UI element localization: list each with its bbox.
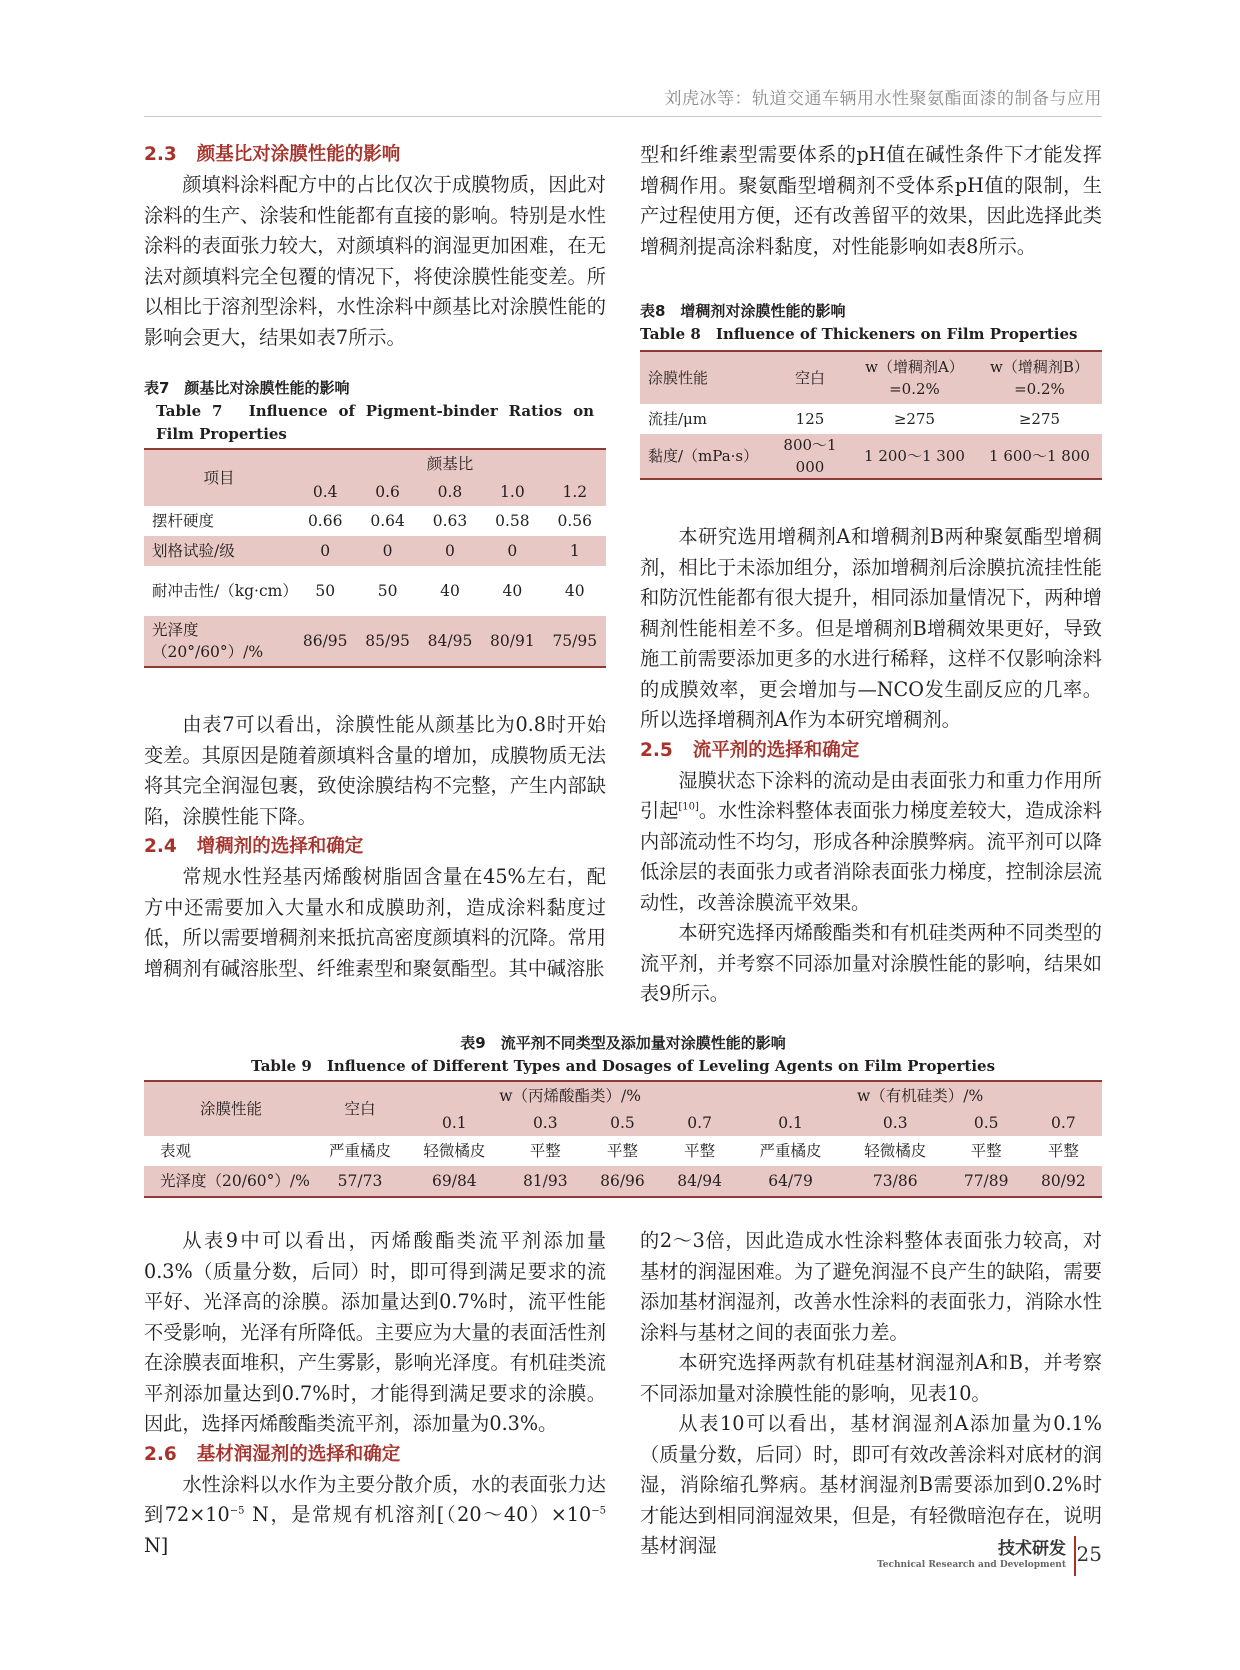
text: 。水性涂料整体表面张力梯度差较大，造成涂料内部流动性不均匀，形成各种涂膜弊病。流平剂可以降低涂层的表面张力或者消除表面张力梯度，控制涂层流动性，改善涂膜流平效果。 — [640, 799, 1103, 914]
row-label: 划格试验/级 — [144, 536, 294, 566]
table8-header: w（增稠剂A）=0.2% — [852, 351, 977, 404]
row-label: 黏度/（mPa·s） — [640, 434, 768, 479]
dose: 0.5 — [948, 1110, 1025, 1136]
row-label: 耐冲击性/（kg·cm） — [152, 582, 298, 600]
table7-caption-zh: 表7 颜基比对涂膜性能的影响 — [144, 379, 350, 397]
cell: 1 200～1 300 — [852, 434, 977, 479]
dose: 0.7 — [1025, 1110, 1102, 1136]
table-row — [144, 616, 606, 667]
paragraph: 常规水性羟基丙烯酸树脂固含量在45%左右，配方中还需要加入大量水和成膜助剂，造成涂料黏度过低，所以需要增稠剂来抵抗高密度颜填料的沉降。常用增稠剂有碱溶胀型、纤维素型和聚氨酯型。其中碱溶胀 — [144, 865, 606, 980]
left-column — [144, 140, 606, 984]
cell: 轻微橘皮 — [423, 1142, 486, 1160]
table8-caption-en: Table 8 Influence of Thickeners on Film Properties — [640, 325, 1078, 343]
row-label: 光泽度（20°/60°）/% — [144, 616, 294, 667]
text: 水性涂料以水作为主要分散介质，水的表面张力达到72×10 — [144, 1472, 606, 1526]
cell: 40 — [564, 582, 585, 600]
page-number: 25 — [1076, 1542, 1102, 1566]
running-header — [144, 84, 1102, 117]
text: 湿膜状态下涂料的流动是由表面张力和重力作用所引起 — [640, 768, 1102, 822]
exponent: −5 — [591, 1505, 606, 1517]
table-row — [144, 1166, 1102, 1197]
right-column — [640, 140, 1102, 1010]
table9-prop-header: 涂膜性能 — [144, 1081, 318, 1136]
cell: 57/73 — [318, 1166, 402, 1197]
cell: 0 — [481, 536, 543, 566]
cell: 40 — [440, 582, 460, 600]
table-row — [640, 434, 1102, 479]
cell: 轻微橘皮 — [864, 1142, 927, 1160]
table8-header: 涂膜性能 — [640, 351, 768, 404]
paragraph: 的2～3倍，因此造成水性涂料整体表面张力较高，对基材的润湿困难。为了避免润湿不良产生的缺陷，需要添加基材润湿剂，改善水性涂料的表面张力，消除水性涂料与基材之间的表面张力差。 — [640, 1229, 1102, 1344]
cell: 0.63 — [432, 512, 468, 530]
cell: 平整 — [529, 1142, 561, 1160]
table9-block — [144, 1032, 1102, 1198]
cell: 0.66 — [307, 512, 343, 530]
table7-ratio: 1.2 — [544, 478, 606, 506]
cell: 1 — [544, 536, 606, 566]
running-header-title: 刘虎冰等：轨道交通车辆用水性聚氨酯面漆的制备与应用 — [664, 89, 1102, 109]
cell: 严重橘皮 — [328, 1142, 391, 1160]
table9-blank-header: 空白 — [318, 1081, 402, 1136]
paragraph: 颜填料涂料配方中的占比仅次于成膜物质，因此对涂料的生产、涂装和性能都有直接的影响。特别是水性涂料的表面张力较大，对颜填料的润湿更加困难，在无法对颜填料完全包覆的情况下，将使涂膜性能变差。所以相比于溶剂型涂料，水性涂料中颜基比对涂膜性能的影响会更大，结果如表7所示。 — [144, 173, 606, 349]
table8-header: 空白 — [768, 351, 852, 404]
paragraph: 本研究选择丙烯酸酯类和有机硅类两种不同类型的流平剂，并考察不同添加量对涂膜性能的影响，结果如表9所示。 — [640, 921, 1102, 1005]
section-title: 颜基比对涂膜性能的影响 — [196, 144, 401, 165]
paragraph: 型和纤维素型需要体系的pH值在碱性条件下才能发挥增稠作用。聚氨酯型增稠剂不受体系pH值的限制，生产过程使用方便，还有改善留平的效果，因此选择此类增稠剂提高涂料黏度，对性能影响如表8所示。 — [640, 143, 1102, 258]
table9 — [144, 1080, 1102, 1198]
exponent: −5 — [229, 1505, 245, 1517]
cell: 125 — [795, 410, 825, 428]
cell: 73/86 — [843, 1166, 948, 1197]
cell: 0.64 — [370, 512, 405, 530]
footer-column-name: 技术研发 — [998, 1539, 1066, 1559]
bottom-left-column — [144, 1226, 606, 1561]
table7-ratio: 0.6 — [356, 478, 418, 506]
section-number: 2.4 — [144, 836, 177, 857]
cell: 86/96 — [584, 1166, 661, 1197]
cell: 1 600～1 800 — [977, 434, 1102, 479]
cell: 50 — [377, 582, 398, 600]
dose: 0.5 — [584, 1110, 661, 1136]
section-number: 2.5 — [640, 739, 673, 761]
cell: ≥275 — [893, 410, 936, 428]
cell: 平整 — [684, 1142, 716, 1160]
cell: 800～1 000 — [768, 434, 852, 479]
cell: 86/95 — [294, 616, 356, 667]
cell: 0 — [294, 536, 356, 566]
section-number: 2.3 — [144, 144, 177, 165]
table7 — [144, 448, 606, 668]
cell: 严重橘皮 — [759, 1142, 822, 1160]
paragraph — [144, 1470, 606, 1562]
cell: 84/94 — [661, 1166, 738, 1197]
table9-caption-en: Table 9 Influence of Different Types and Dosages of Leveling Agents on Film Properties — [250, 1057, 996, 1075]
dose: 0.7 — [661, 1110, 738, 1136]
citation: [10] — [678, 801, 699, 813]
footer-column-name-en: Technical Research and Development — [877, 1560, 1066, 1570]
text: N，是常规有机溶剂[（20～40）×10 — [244, 1503, 592, 1526]
table7-ratio: 1.0 — [481, 478, 543, 506]
table-row — [144, 506, 606, 536]
paragraph: 由表7可以看出，涂膜性能从颜基比为0.8时开始变差。其原因是随着颜填料含量的增加，成膜物质无法将其完全润湿包裹，致使涂膜结构不完整，产生内部缺陷，涂膜性能下降。 — [144, 713, 606, 828]
table9-group2-header: w（有机硅类）/% — [738, 1081, 1102, 1110]
cell: 0.56 — [557, 512, 593, 530]
cell: 平整 — [970, 1142, 1002, 1160]
cell: 40 — [502, 582, 523, 600]
paragraph: 本研究选择两款有机硅基材润湿剂A和B，并考察不同添加量对涂膜性能的影响，见表10。 — [640, 1351, 1102, 1405]
cell: 75/95 — [544, 616, 606, 667]
cell: 64/79 — [738, 1166, 843, 1197]
table7-ratio: 0.4 — [294, 478, 356, 506]
table-row — [144, 1136, 1102, 1166]
section-2-6-heading — [144, 1440, 606, 1470]
cell: 0 — [356, 536, 418, 566]
cell: 80/92 — [1025, 1166, 1102, 1197]
cell: 80/91 — [481, 616, 543, 667]
section-title: 增稠剂的选择和确定 — [196, 836, 364, 857]
table-row — [640, 404, 1102, 434]
table-row — [144, 566, 606, 616]
section-title: 基材润湿剂的选择和确定 — [196, 1443, 401, 1465]
section-2-4-heading — [144, 832, 606, 862]
cell: 平整 — [1047, 1142, 1079, 1160]
cell: 0 — [419, 536, 481, 566]
cell: ≥275 — [1018, 410, 1061, 428]
table8-caption-zh: 表8 增稠剂对涂膜性能的影响 — [640, 302, 846, 320]
table9-caption-zh: 表9 流平剂不同类型及添加量对涂膜性能的影响 — [460, 1034, 786, 1052]
paragraph — [640, 766, 1102, 919]
paragraph: 从表9中可以看出，丙烯酸酯类流平剂添加量0.3%（质量分数，后同）时，即可得到满足要求的流平好、光泽高的涂膜。添加量达到0.7%时，流平性能不受影响，光泽有所降低。主要应为大量的表面活性剂在涂膜表面堆积，产生雾影，影响光泽度。有机硅类流平剂添加量达到0.7%时，才能得到满足要求的涂膜。因此，选择丙烯酸酯类流平剂，添加量为0.3%。 — [144, 1229, 606, 1435]
row-label: 表观 — [160, 1142, 192, 1160]
row-label: 摆杆硬度 — [152, 512, 215, 530]
row-label: 流挂/μm — [648, 410, 708, 428]
dose: 0.1 — [402, 1110, 507, 1136]
dose: 0.3 — [507, 1110, 584, 1136]
paragraph: 本研究选用增稠剂A和增稠剂B两种聚氨酯型增稠剂，相比于未添加组分，添加增稠剂后涂膜抗流挂性能和防沉性能都有很大提升，相同添加量情况下，两种增稠剂性能相差不多。但是增稠剂B增稠效果更好，导致施工前需要添加更多的水进行稀释，这样不仅影响涂料的成膜效率，更会增加与—NCO发生副反应的几率。所以选择增稠剂A作为本研究增稠剂。 — [640, 525, 1102, 731]
bottom-right-column — [640, 1226, 1102, 1562]
table7-group-header: 颜基比 — [294, 449, 606, 478]
section-2-3-heading — [144, 140, 606, 170]
table7-ratio: 0.8 — [419, 478, 481, 506]
cell: 平整 — [606, 1142, 638, 1160]
table7-item-header: 项目 — [144, 449, 294, 506]
cell: 69/84 — [402, 1166, 507, 1197]
table7-caption-en: Table 7 Influence of Pigment-binder Ratios on Film Properties — [156, 402, 594, 443]
section-title: 流平剂的选择和确定 — [692, 739, 860, 761]
text: N] — [144, 1533, 169, 1557]
dose: 0.1 — [738, 1110, 843, 1136]
dose: 0.3 — [843, 1110, 948, 1136]
cell: 0.58 — [495, 512, 530, 530]
section-number: 2.6 — [144, 1443, 177, 1465]
section-2-5-heading — [640, 736, 1102, 766]
paragraph: 从表10可以看出，基材润湿剂A添加量为0.1%（质量分数，后同）时，即可有效改善涂料对底材的润湿，消除缩孔弊病。基材润湿剂B需要添加到0.2%时才能达到相同润湿效果，但是，有轻微暗泡存在，说明基材润湿 — [640, 1412, 1102, 1557]
cell: 81/93 — [507, 1166, 584, 1197]
table8 — [640, 350, 1102, 480]
cell: 77/89 — [948, 1166, 1025, 1197]
table-row — [144, 536, 606, 566]
table9-group1-header: w（丙烯酸酯类）/% — [402, 1081, 738, 1110]
cell: 50 — [315, 582, 336, 600]
cell: 85/95 — [356, 616, 418, 667]
cell: 84/95 — [419, 616, 481, 667]
row-label: 光泽度（20/60°）/% — [144, 1166, 318, 1197]
table8-header: w（增稠剂B）=0.2% — [977, 351, 1102, 404]
